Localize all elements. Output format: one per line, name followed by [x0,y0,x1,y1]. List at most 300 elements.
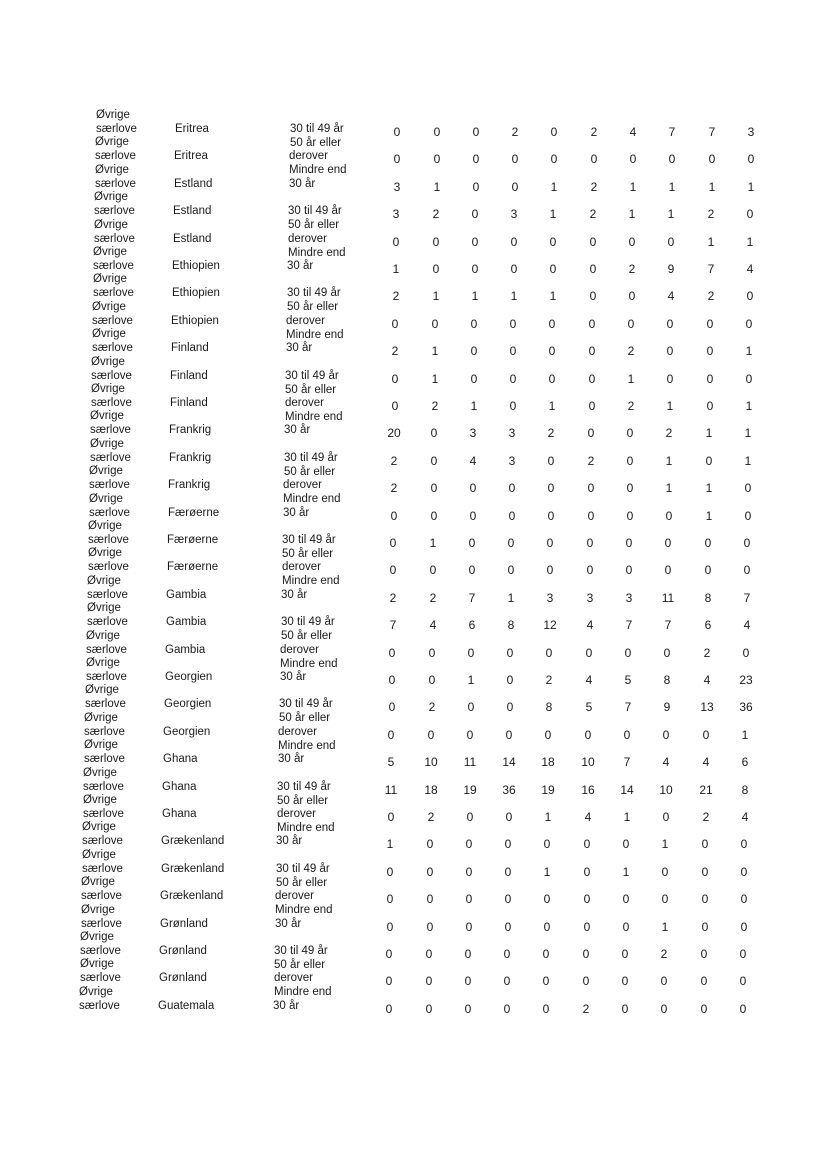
value-cell: 2 [545,673,553,687]
value-cell: 1 [471,289,479,304]
value-cell: 0 [667,234,675,249]
value-cell: 7 [623,755,631,770]
value-cell: 1 [543,864,551,879]
age-group-line-1: derover [275,890,314,903]
category-line-2: særlove [83,780,124,793]
value-cell: 3 [586,590,594,605]
value-cell: 0 [701,892,709,907]
table-row [0,820,828,852]
value-cell: 0 [468,536,476,550]
table-row [0,355,828,396]
category-line-1: Øvrige [81,876,115,889]
value-cell: 1 [431,371,439,386]
value-cell: 0 [542,1001,550,1016]
table-row [0,656,828,687]
category-line-1: Øvrige [88,547,122,560]
country-cell: Gambia [165,643,206,656]
value-cell: 0 [701,864,709,879]
country-cell: Ghana [163,753,198,766]
value-cell: 0 [386,864,394,879]
value-cell: 1 [623,810,631,824]
value-cell: 0 [739,947,747,961]
age-group-line-2: 50 år eller [279,712,331,725]
value-cell: 2 [431,399,439,413]
category-line-2: særlove [87,616,128,629]
age-group-line-2: 50 år eller [288,219,340,232]
country-cell: Guatemala [158,999,215,1012]
value-cell: 3 [508,426,516,441]
age-group-line-2: 50 år eller [287,301,339,314]
age-group-line-1: derover [282,561,321,574]
value-cell: 0 [391,399,399,413]
value-cell: 2 [391,344,399,359]
category-line-1: Øvrige [86,629,120,642]
value-cell: 2 [707,207,715,222]
country-cell: Ethiopien [171,314,219,327]
age-group-line-1: 30 år [281,588,308,601]
value-cell: 0 [588,316,596,331]
value-cell: 0 [701,837,709,852]
value-cell: 0 [504,837,512,852]
value-cell: 0 [740,892,748,907]
category-line-1: Øvrige [86,657,120,669]
value-cell: 0 [466,810,474,824]
value-cell: 1 [629,179,637,194]
value-cell: 5 [585,700,593,715]
value-cell: 0 [628,289,636,304]
value-cell: 0 [586,563,594,578]
value-cell: 0 [548,316,556,331]
table-row [0,766,828,807]
category-line-1: Øvrige [92,300,126,313]
value-cell: 14 [620,782,634,797]
age-group-line-1: 30 år [273,999,300,1012]
country-cell: Grækenland [161,835,225,848]
category-line-2: særlove [79,999,120,1012]
value-cell: 0 [426,919,434,934]
value-cell: 6 [704,618,712,633]
value-cell: 2 [390,453,398,468]
country-cell: Frankrig [169,424,212,437]
country-cell: Finland [170,397,208,409]
category-line-2: særlove [82,862,123,875]
value-cell: 0 [430,508,438,523]
value-cell: 0 [471,234,479,249]
table-row [0,957,828,999]
age-group-line-1: 30 år [278,753,305,766]
age-group-line-1: 30 til 49 år [290,123,344,135]
country-cell: Finland [170,369,208,382]
value-cell: 4 [469,453,477,468]
value-cell: 1 [741,727,749,742]
category-line-2: særlove [80,945,121,957]
value-cell: 13 [700,700,714,715]
category-line-2: særlove [85,698,126,711]
value-cell: 0 [510,234,518,249]
category-line-1: Øvrige [80,958,114,971]
value-cell: 1 [548,399,556,413]
value-cell: 0 [549,234,557,249]
value-cell: 1 [708,179,716,194]
value-cell: 0 [583,919,591,934]
country-cell: Eritrea [174,150,208,163]
value-cell: 0 [508,508,516,523]
value-cell: 7 [743,590,751,605]
value-cell: 0 [744,508,752,523]
value-cell: 3 [393,179,401,194]
table-row [0,382,828,423]
value-cell: 2 [389,590,397,605]
value-cell: 1 [549,289,557,304]
category-line-1: Øvrige [84,711,118,724]
value-cell: 0 [389,536,397,550]
table-row [0,574,828,605]
value-cell: 0 [544,727,552,742]
value-cell: 0 [706,344,714,359]
value-cell: 0 [740,919,748,934]
value-cell: 3 [546,590,554,605]
value-cell: 0 [582,974,590,989]
table-row [0,793,828,834]
value-cell: 0 [432,262,440,276]
country-cell: Finland [171,342,209,355]
value-cell: 0 [471,207,479,222]
value-cell: 1 [544,810,552,824]
value-cell: 0 [545,645,553,660]
age-group-line-1: 30 år [280,671,307,683]
category-line-2: særlove [86,643,127,656]
value-cell: 0 [708,152,716,167]
value-cell: 2 [547,426,555,441]
value-cell: 4 [584,810,592,824]
value-cell: 7 [664,618,672,633]
value-cell: 9 [663,700,671,715]
category-line-2: særlove [91,369,132,382]
value-cell: 0 [543,919,551,934]
value-cell: 0 [393,152,401,167]
value-cell: 2 [432,207,440,222]
value-cell: 0 [586,536,594,550]
value-cell: 10 [581,755,595,770]
value-cell: 0 [468,563,476,578]
table-row [0,437,828,478]
value-cell: 0 [464,947,472,961]
country-cell: Grønland [159,945,207,957]
table-row [0,903,828,934]
value-cell: 4 [429,618,437,633]
value-cell: 0 [550,125,558,139]
country-cell: Estland [174,177,213,190]
value-cell: 1 [432,289,440,304]
value-cell: 0 [704,563,712,578]
category-line-1: Øvrige [91,355,125,368]
category-line-1: Øvrige [88,520,122,532]
age-group-line-1: 30 til 49 år [288,205,342,218]
value-cell: 4 [743,618,751,633]
age-group-line-2: Mindre end [285,411,343,423]
category-line-1: Øvrige [95,136,129,149]
table-row [0,683,828,725]
value-cell: 2 [660,947,668,961]
category-line-2: særlove [83,808,124,820]
value-cell: 0 [588,399,596,413]
value-cell: 0 [503,1001,511,1016]
value-cell: 1 [668,179,676,194]
country-cell: Georgien [163,725,211,738]
category-line-2: særlove [90,424,131,437]
age-group-line-2: 50 år eller [285,383,337,396]
value-cell: 0 [588,344,596,359]
age-group-line-1: 30 til 49 år [281,616,335,629]
table-row [0,848,828,889]
country-cell: Grækenland [160,890,224,903]
value-cell: 2 [590,125,598,139]
value-cell: 1 [622,864,630,879]
table-row [0,711,828,752]
value-cell: 0 [427,727,435,742]
country-cell: Ethiopien [172,287,220,300]
table-row [0,108,828,149]
value-cell: 2 [707,289,715,304]
value-cell: 0 [429,563,437,578]
value-cell: 0 [587,481,595,496]
value-cell: 2 [582,1001,590,1016]
value-cell: 0 [543,837,551,852]
value-cell: 1 [705,481,713,496]
table-row [0,985,828,1016]
table-row [0,738,828,770]
value-cell: 0 [507,536,515,550]
country-cell: Ghana [162,780,197,793]
value-cell: 1 [470,399,478,413]
value-cell: 0 [702,727,710,742]
value-cell: 0 [542,947,550,961]
category-line-1: Øvrige [79,985,113,998]
value-cell: 0 [747,152,755,167]
age-group-line-1: derover [286,314,325,327]
value-cell: 3 [508,453,516,468]
age-group-line-1: 30 til 49 år [287,287,341,300]
category-line-1: Øvrige [83,794,117,806]
value-cell: 0 [626,453,634,468]
age-group-line-2: Mindre end [275,904,333,917]
value-cell: 2 [627,399,635,413]
table-row [0,464,828,506]
value-cell: 0 [622,892,630,907]
value-cell: 0 [629,152,637,167]
value-cell: 1 [705,508,713,523]
value-cell: 0 [510,262,518,276]
value-cell: 0 [504,919,512,934]
age-group-line-1: 30 år [286,342,313,355]
value-cell: 0 [425,947,433,961]
value-cell: 2 [390,481,398,496]
value-cell: 2 [702,810,710,824]
category-line-1: Øvrige [84,739,118,752]
country-cell: Ghana [162,808,197,820]
category-line-1: Øvrige [95,163,129,176]
value-cell: 0 [548,344,556,359]
value-cell: 0 [464,1001,472,1016]
value-cell: 0 [466,727,474,742]
value-cell: 0 [464,974,472,989]
value-cell: 0 [470,316,478,331]
value-cell: 21 [699,782,713,797]
value-cell: 18 [424,782,438,797]
value-cell: 0 [621,974,629,989]
value-cell: 1 [744,453,752,468]
value-cell: 2 [590,179,598,194]
value-cell: 0 [706,316,714,331]
value-cell: 2 [392,289,400,304]
value-cell: 14 [502,755,516,770]
value-cell: 0 [746,207,754,222]
value-cell: 0 [664,536,672,550]
value-cell: 0 [470,344,478,359]
value-cell: 0 [548,371,556,386]
age-group-line-1: 30 til 49 år [285,369,339,382]
age-group-line-2: 50 år eller [276,876,328,889]
value-cell: 4 [703,673,711,687]
country-cell: Frankrig [169,451,212,464]
category-line-2: særlove [87,588,128,601]
value-cell: 0 [433,125,441,139]
value-cell: 0 [505,810,513,824]
value-cell: 0 [472,125,480,139]
age-group-line-2: Mindre end [280,657,338,670]
category-line-2: særlove [80,972,121,985]
value-cell: 0 [585,645,593,660]
category-line-2: særlove [84,725,125,738]
value-cell: 0 [549,262,557,276]
value-cell: 0 [664,563,672,578]
value-cell: 0 [392,234,400,249]
table-row [0,327,828,359]
category-line-2: særlove [89,479,130,492]
value-cell: 0 [511,152,519,167]
category-line-1: Øvrige [80,931,114,943]
value-cell: 1 [666,399,674,413]
value-cell: 0 [583,837,591,852]
value-cell: 1 [510,289,518,304]
value-cell: 3 [510,207,518,222]
value-cell: 0 [588,371,596,386]
value-cell: 0 [663,645,671,660]
value-cell: 1 [661,919,669,934]
country-cell: Gambia [166,616,207,629]
category-line-1: Øvrige [94,191,128,204]
value-cell: 0 [388,645,396,660]
value-cell: 0 [391,371,399,386]
value-cell: 0 [504,864,512,879]
value-cell: 0 [470,371,478,386]
country-cell: Grønland [160,917,208,930]
value-cell: 4 [629,125,637,139]
category-line-2: særlove [91,397,132,409]
country-cell: Frankrig [168,479,211,492]
value-cell: 7 [668,125,676,139]
value-cell: 11 [661,590,675,605]
value-cell: 0 [509,344,517,359]
value-cell: 11 [463,755,477,770]
age-group-line-1: 30 til 49 år [284,451,338,464]
value-cell: 2 [429,590,437,605]
value-cell: 3 [747,125,755,139]
category-line-2: særlove [82,835,123,848]
age-group-line-1: 30 år [283,506,310,519]
table-row [0,135,828,177]
table-row [0,218,828,259]
category-line-2: særlove [95,177,136,190]
value-cell: 1 [745,399,753,413]
category-line-2: særlove [81,917,122,930]
value-cell: 20 [387,426,401,441]
value-cell: 4 [667,289,675,304]
country-cell: Estland [173,232,212,245]
value-cell: 0 [661,892,669,907]
value-cell: 2 [665,426,673,441]
value-cell: 0 [662,727,670,742]
table-row [0,300,828,341]
value-cell: 0 [426,864,434,879]
value-cell: 0 [623,727,631,742]
value-cell: 1 [628,207,636,222]
value-cell: 5 [624,673,632,687]
value-cell: 18 [541,755,555,770]
category-line-1: Øvrige [89,492,123,505]
value-cell: 0 [465,892,473,907]
country-cell: Eritrea [175,123,209,135]
category-line-2: særlove [94,205,135,218]
value-cell: 1 [467,673,475,687]
category-line-2: særlove [96,123,137,135]
value-cell: 0 [385,974,393,989]
value-cell: 0 [745,316,753,331]
value-cell: 0 [385,1001,393,1016]
value-cell: 1 [747,179,755,194]
value-cell: 4 [662,755,670,770]
value-cell: 0 [624,645,632,660]
value-cell: 0 [546,536,554,550]
age-group-line-1: derover [274,972,313,985]
value-cell: 8 [741,782,749,797]
value-cell: 0 [627,316,635,331]
value-cell: 0 [587,426,595,441]
table-row [0,409,828,441]
age-group-line-2: 50 år eller [277,794,329,807]
table-row [0,930,828,971]
value-cell: 0 [739,1001,747,1016]
value-cell: 3 [625,590,633,605]
value-cell: 1 [550,179,558,194]
value-cell: 0 [388,700,396,715]
category-line-2: særlove [92,342,133,355]
age-group-line-1: 30 år [289,177,316,190]
age-group-line-1: derover [277,808,316,820]
value-cell: 0 [740,864,748,879]
value-cell: 0 [626,481,634,496]
value-cell: 0 [700,1001,708,1016]
age-group-line-2: Mindre end [278,739,336,752]
value-cell: 0 [507,563,515,578]
value-cell: 1 [392,262,400,276]
value-cell: 0 [431,316,439,331]
value-cell: 6 [741,755,749,770]
value-cell: 19 [463,782,477,797]
value-cell: 10 [659,782,673,797]
value-cell: 0 [426,892,434,907]
category-line-2: særlove [84,753,125,766]
